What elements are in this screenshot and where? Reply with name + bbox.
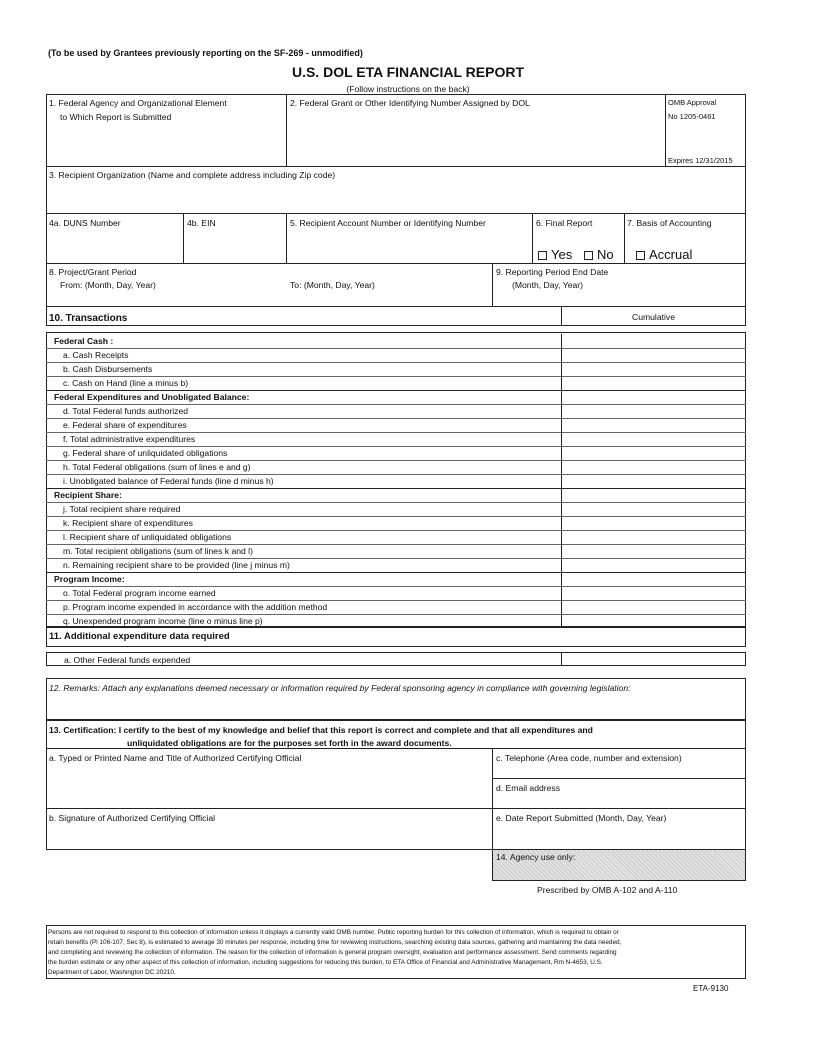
box13d-label: d. Email address: [496, 783, 561, 793]
table-section-header: [46, 390, 746, 404]
omb-expires: Expires 12/31/2015: [668, 156, 733, 165]
table-row: [46, 544, 746, 558]
table-row: [46, 614, 746, 628]
row-label: j. Total recipient share required: [63, 504, 181, 514]
row-label: m. Total recipient obligations (sum of lines k and l): [63, 546, 253, 556]
box11-row-a: a. Other Federal funds expended: [64, 655, 191, 665]
table-row: [46, 348, 746, 362]
box14-label: 14. Agency use only:: [496, 852, 576, 862]
box11-label: 11. Additional expenditure data required: [49, 631, 230, 642]
box1-label: 1. Federal Agency and Organizational Element: [49, 98, 227, 108]
burden-line: retain benefits (Pl 106-107, Sec 8), is estimated to average 30 minutes per response, including time for reviewing instructions, searching existing data sources, gathering and maintaining the data needed,: [48, 939, 622, 946]
cumulative-value-cell[interactable]: [563, 615, 744, 627]
table-row: [46, 432, 746, 446]
table-row: [46, 362, 746, 376]
burden-line: and completing and reviewing the collection of information. The reason for the collection of information is general program oversight, evaluation and performance assessment. Send comments regarding: [48, 949, 617, 956]
omb-approval: OMB Approval: [668, 98, 717, 107]
table-row: [46, 418, 746, 432]
no-checkbox[interactable]: [584, 251, 593, 260]
table-section-header: [46, 572, 746, 586]
box8-from: From: (Month, Day, Year): [60, 280, 156, 290]
box6-label: 6. Final Report: [536, 218, 593, 228]
cumulative-value-cell[interactable]: [563, 349, 744, 361]
box9-label: 9. Reporting Period End Date: [496, 267, 609, 277]
box3-label: 3. Recipient Organization (Name and complete address including Zip code): [49, 170, 336, 180]
box1-label-cont: to Which Report is Submitted: [60, 112, 172, 122]
row-label: b. Cash Disbursements: [63, 364, 153, 374]
box9-sub: (Month, Day, Year): [512, 280, 584, 290]
box2-label: 2. Federal Grant or Other Identifying Number Assigned by DOL: [290, 98, 530, 108]
cumulative-value-cell[interactable]: [563, 433, 744, 445]
box4b-label: 4b. EIN: [187, 218, 216, 228]
cumulative-value-cell[interactable]: [563, 377, 744, 389]
prescribed-note: Prescribed by OMB A-102 and A-110: [537, 885, 678, 895]
form-title: U.S. DOL ETA FINANCIAL REPORT: [291, 64, 525, 80]
cumulative-value-cell[interactable]: [563, 559, 744, 571]
row-label: h. Total Federal obligations (sum of lines e and g): [63, 462, 251, 472]
table-row: [46, 516, 746, 530]
cumulative-value-cell[interactable]: [563, 363, 744, 375]
box8-label: 8. Project/Grant Period: [49, 267, 137, 277]
cumulative-value-cell[interactable]: [563, 531, 744, 543]
table-row: [46, 502, 746, 516]
row-label: c. Cash on Hand (line a minus b): [63, 378, 189, 388]
row-label: i. Unobligated balance of Federal funds (line d minus h): [63, 476, 274, 486]
box5-label: 5. Recipient Account Number or Identifying Number: [290, 218, 486, 228]
box13c-label: c. Telephone (Area code, number and extension): [496, 753, 682, 763]
row-label: l. Recipient share of unliquidated obligations: [63, 532, 232, 542]
box4a-label: 4a. DUNS Number: [49, 218, 121, 228]
cumulative-value-cell[interactable]: [563, 517, 744, 529]
cumulative-value-cell[interactable]: [563, 475, 744, 487]
cumulative-value-cell[interactable]: [563, 601, 744, 613]
omb-number: No 1205-0461: [668, 112, 716, 121]
row-label: g. Federal share of unliquidated obligations: [63, 448, 228, 458]
table-section-header: [46, 334, 746, 348]
box13e-label: e. Date Report Submitted (Month, Day, Year): [496, 813, 667, 823]
row-label: q. Unexpended program income (line o minus line p): [63, 616, 263, 626]
table-row: [46, 446, 746, 460]
row-label: a. Cash Receipts: [63, 350, 129, 360]
certifying-official-name-field[interactable]: [50, 766, 488, 804]
table-row: [46, 474, 746, 488]
date-submitted-field[interactable]: [496, 826, 742, 848]
row-label: Program Income:: [54, 574, 125, 584]
final-report-no-option[interactable]: No: [584, 248, 614, 262]
yes-checkbox[interactable]: [538, 251, 547, 260]
box13b-label: b. Signature of Authorized Certifying Official: [49, 813, 216, 823]
cumulative-header: Cumulative: [632, 312, 675, 322]
row-label: p. Program income expended in accordance with the addition method: [63, 602, 328, 612]
row-label: Federal Expenditures and Unobligated Balance:: [54, 392, 250, 402]
table-row: [46, 558, 746, 572]
accrual-checkbox[interactable]: [636, 251, 645, 260]
row-label: Recipient Share:: [54, 490, 122, 500]
cumulative-value-cell[interactable]: [563, 545, 744, 557]
signature-field[interactable]: [50, 826, 488, 848]
cumulative-value-cell[interactable]: [563, 461, 744, 473]
top-section-frame: [46, 94, 746, 326]
usage-note: (To be used by Grantees previously reporting on the SF-269 - unmodified): [48, 48, 363, 58]
cumulative-value-cell[interactable]: [563, 587, 744, 599]
certification-line2: unliquidated obligations are for the purposes set forth in the award documents.: [127, 738, 452, 748]
final-report-yes-option[interactable]: Yes: [538, 248, 572, 262]
table-row: [46, 376, 746, 390]
row-label: d. Total Federal funds authorized: [63, 406, 189, 416]
form-number: ETA-9130: [693, 984, 729, 993]
table-row: [46, 586, 746, 600]
row-label: n. Remaining recipient share to be provided (line j minus m): [63, 560, 290, 570]
box8-to: To: (Month, Day, Year): [290, 280, 375, 290]
certification-line1: 13. Certification: I certify to the best of my knowledge and belief that this report is correct and complete and that all expenditures and: [49, 725, 593, 735]
burden-line: the burden estimate or any other aspect of this collection of information, including suggestions for reducing this burden, to ETA Office of Financial and Administrative Management, Rm N-4653, U.S.: [48, 959, 603, 966]
burden-line: Persons are not required to respond to this collection of information unless it displays a currently valid OMB number. Public reporting burden for this collection of information, which is required to obtain or: [48, 929, 619, 936]
table-section-header: [46, 488, 746, 502]
cumulative-value-cell[interactable]: [563, 447, 744, 459]
table-row: [46, 404, 746, 418]
burden-line: Department of Labor, Washington DC 20210.: [48, 969, 176, 976]
row-label: o. Total Federal program income earned: [63, 588, 216, 598]
box10-label: 10. Transactions: [49, 313, 128, 324]
table-row: [46, 460, 746, 474]
telephone-field[interactable]: [496, 765, 742, 777]
form-subtitle: (Follow instructions on the back): [346, 84, 470, 94]
box13a-label: a. Typed or Printed Name and Title of Authorized Certifying Official: [49, 753, 302, 763]
remarks-field[interactable]: [48, 696, 744, 718]
cumulative-value-cell[interactable]: [563, 419, 744, 431]
box7-label: 7. Basis of Accounting: [627, 218, 712, 228]
row-label: e. Federal share of expenditures: [63, 420, 187, 430]
email-field[interactable]: [496, 795, 742, 807]
accrual-option[interactable]: Accrual: [636, 248, 692, 262]
other-federal-funds-value[interactable]: [563, 653, 745, 665]
table-row: [46, 600, 746, 614]
row-label: Federal Cash :: [54, 336, 114, 346]
row-label: f. Total administrative expenditures: [63, 434, 196, 444]
cumulative-value-cell[interactable]: [563, 405, 744, 417]
cumulative-value-cell[interactable]: [563, 503, 744, 515]
table-row: [46, 530, 746, 544]
row-label: k. Recipient share of expenditures: [63, 518, 193, 528]
box12-label: 12. Remarks: Attach any explanations deemed necessary or information required by Federal sponsoring agency in compliance with governing legislation:: [49, 683, 631, 693]
